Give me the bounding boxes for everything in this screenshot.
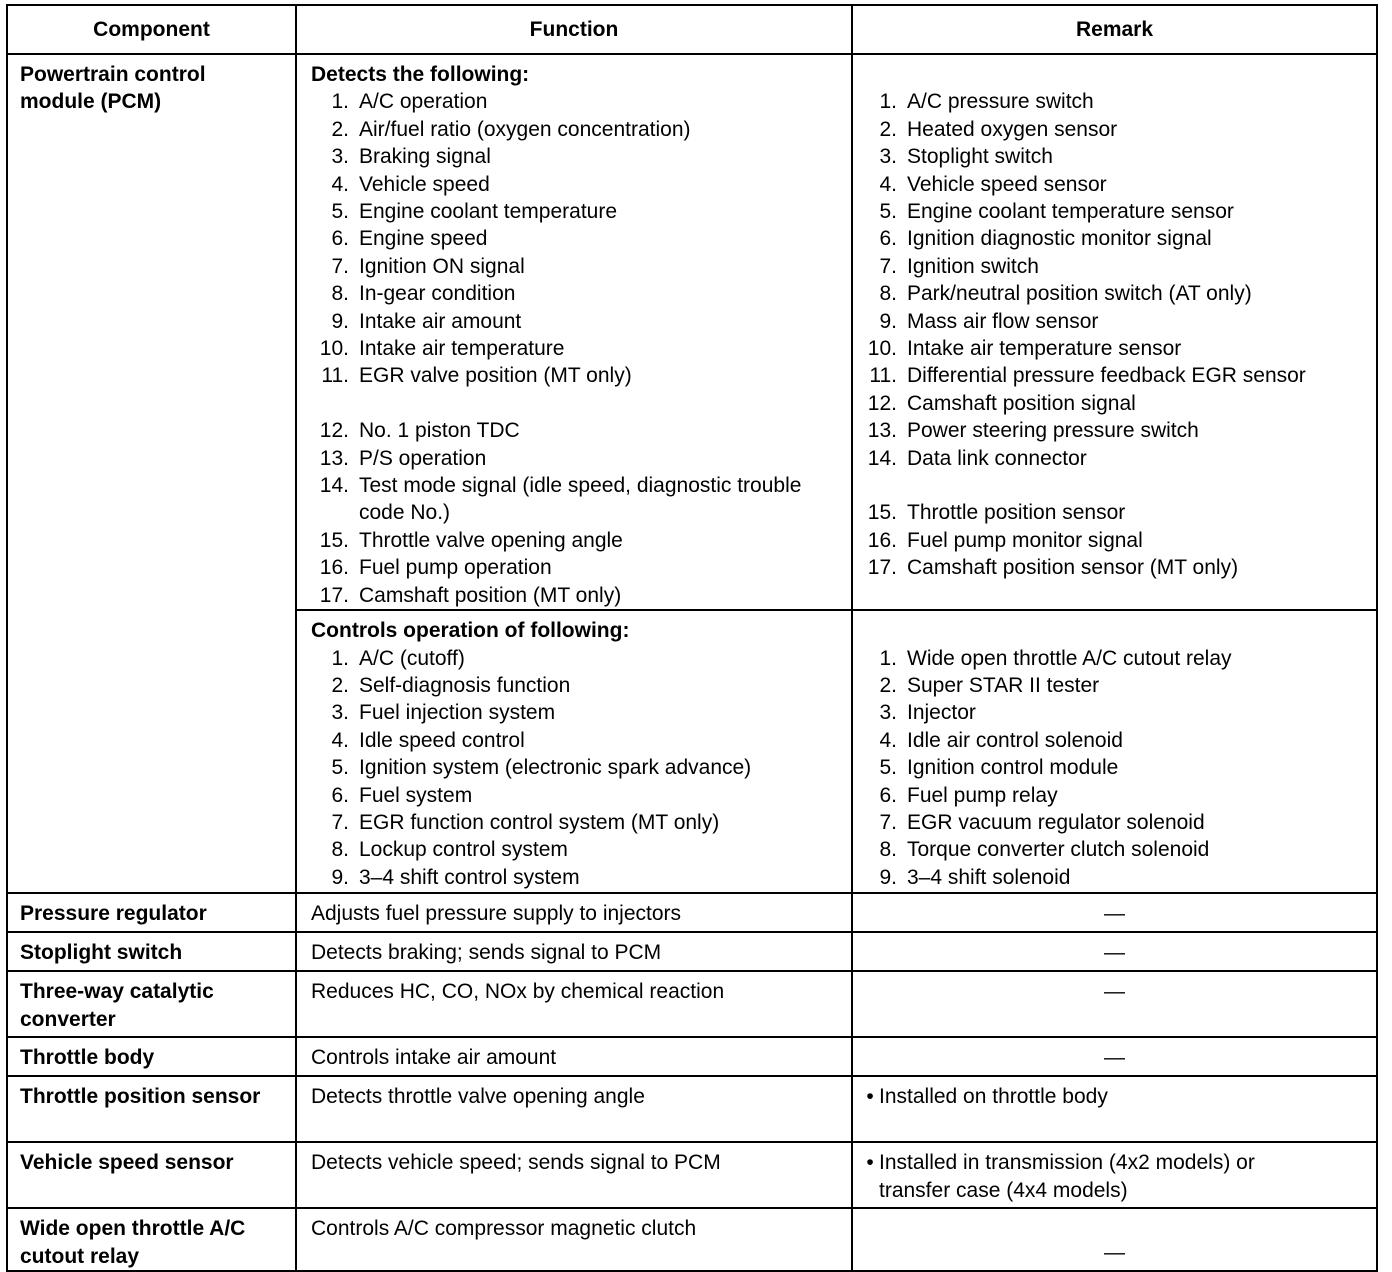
list-item — [861, 88, 1368, 115]
list-item-number: 3. — [879, 701, 897, 725]
list-item-text: Air/fuel ratio (oxygen concentration) — [359, 117, 691, 141]
list-item-text: Ignition control module — [907, 756, 1119, 780]
list-item — [861, 335, 1368, 362]
list-item — [861, 225, 1368, 252]
list-item — [861, 116, 1368, 143]
table-row — [7, 1142, 1377, 1208]
row-component: Three-way catalytic converter — [7, 971, 296, 1037]
list-item-number: 5. — [879, 756, 897, 780]
list-item-text: 3–4 shift solenoid — [907, 865, 1071, 889]
row-remark: — — [852, 932, 1377, 971]
list-item — [311, 527, 843, 554]
list-item — [311, 116, 843, 143]
list-item-number: 17. — [319, 583, 349, 607]
list-item-number: 3. — [879, 145, 897, 169]
list-item-number: 16. — [319, 556, 349, 580]
list-item-number: 6. — [331, 783, 349, 807]
list-item-number: 5. — [331, 756, 349, 780]
controls-remarks-list — [861, 645, 1368, 892]
pcm-component: Powertrain control module (PCM) — [7, 54, 296, 893]
list-item-number: 15. — [319, 528, 349, 552]
header-remark: Remark — [852, 5, 1377, 54]
list-item-text: Power steering pressure switch — [907, 419, 1199, 443]
list-item — [861, 417, 1368, 444]
list-item-number: 14. — [319, 474, 349, 498]
row-function: Detects braking; sends signal to PCM — [296, 932, 852, 971]
list-item-text: P/S operation — [359, 446, 487, 470]
list-item-number: 10. — [867, 337, 897, 361]
list-item — [311, 417, 843, 444]
list-item-number: 1. — [879, 646, 897, 670]
list-item-number: 5. — [331, 200, 349, 224]
list-item-number: 3. — [331, 145, 349, 169]
list-item — [861, 782, 1368, 809]
list-item — [861, 280, 1368, 307]
list-item — [861, 809, 1368, 836]
list-item-number: 9. — [879, 309, 897, 333]
detects-remarks-list — [861, 88, 1368, 581]
list-item — [861, 645, 1368, 672]
list-item-text: Vehicle speed — [359, 172, 490, 196]
list-item — [311, 280, 843, 307]
list-item-text: Fuel system — [359, 783, 473, 807]
row-function: Controls intake air amount — [296, 1037, 852, 1076]
list-item-text: Super STAR II tester — [907, 673, 1100, 697]
list-item-text: Camshaft position (MT only) — [359, 583, 622, 607]
list-item-text: Fuel injection system — [359, 701, 556, 725]
pcm-detects-cell — [296, 54, 852, 610]
header-function: Function — [296, 5, 852, 54]
list-item-text: Idle speed control — [359, 728, 525, 752]
list-item — [861, 836, 1368, 863]
list-item — [311, 472, 843, 527]
list-item-number: 8. — [331, 282, 349, 306]
list-item — [311, 253, 843, 280]
list-item-text: EGR valve position (MT only) — [359, 364, 632, 388]
list-item-number: 3. — [331, 701, 349, 725]
list-item-text: A/C (cutoff) — [359, 646, 465, 670]
list-item — [311, 727, 843, 754]
list-item-number: 6. — [331, 227, 349, 251]
table-row — [7, 893, 1377, 932]
row-function: Controls A/C compressor magnetic clutch — [296, 1208, 852, 1271]
list-item-text: Park/neutral position switch (AT only) — [907, 282, 1252, 306]
list-item — [861, 864, 1368, 891]
row-component: Throttle body — [7, 1037, 296, 1076]
list-item-text: Heated oxygen sensor — [907, 117, 1118, 141]
list-item-number: 14. — [867, 446, 897, 470]
table-row — [7, 971, 1377, 1037]
list-item — [861, 527, 1368, 554]
list-item-number: 16. — [867, 528, 897, 552]
list-item-text: Fuel pump relay — [907, 783, 1058, 807]
list-item-text: Engine coolant temperature sensor — [907, 200, 1234, 224]
row-function: Reduces HC, CO, NOx by chemical reaction — [296, 971, 852, 1037]
list-item — [861, 362, 1368, 389]
list-item — [311, 362, 843, 389]
detects-title: Detects the following: — [311, 63, 530, 86]
list-item — [861, 699, 1368, 726]
list-item — [861, 672, 1368, 699]
list-item-text: Throttle valve opening angle — [359, 528, 623, 552]
list-item — [861, 308, 1368, 335]
list-item-number: 7. — [879, 810, 897, 834]
list-item — [311, 809, 843, 836]
header-row — [7, 5, 1377, 54]
list-item-number: 2. — [331, 117, 349, 141]
list-item-number: 15. — [867, 501, 897, 525]
row-function: Detects throttle valve opening angle — [296, 1076, 852, 1142]
list-item-number: 2. — [879, 117, 897, 141]
controls-list — [311, 645, 843, 892]
list-item — [311, 582, 843, 609]
list-item — [311, 754, 843, 781]
list-item-text: Idle air control solenoid — [907, 728, 1123, 752]
list-item-text: No. 1 piston TDC — [359, 419, 520, 443]
list-item-number: 7. — [331, 810, 349, 834]
list-item-text: Ignition switch — [907, 254, 1039, 278]
list-item-text: A/C operation — [359, 90, 488, 114]
component-function-table — [6, 4, 1378, 1272]
list-item-text: Test mode signal (idle speed, diagnostic trouble code No.) — [359, 474, 802, 525]
list-item-text: Camshaft position signal — [907, 391, 1136, 415]
list-item-number: 8. — [879, 282, 897, 306]
list-item-text: Vehicle speed sensor — [907, 172, 1107, 196]
list-item — [311, 445, 843, 472]
list-item — [311, 308, 843, 335]
list-item-number: 6. — [879, 783, 897, 807]
list-item-number: 13. — [319, 446, 349, 470]
list-item — [861, 445, 1368, 472]
list-item-text: Intake air temperature sensor — [907, 337, 1182, 361]
list-item-number: 12. — [319, 419, 349, 443]
list-item-number: 8. — [879, 838, 897, 862]
list-item — [861, 253, 1368, 280]
detects-list — [311, 88, 843, 609]
list-item-text: Self-diagnosis function — [359, 673, 571, 697]
list-item-text: Braking signal — [359, 145, 491, 169]
list-item-text: Engine speed — [359, 227, 488, 251]
list-item — [861, 198, 1368, 225]
list-item-text: Lockup control system — [359, 838, 568, 862]
table-row — [7, 1208, 1377, 1271]
list-item-text: Fuel pump operation — [359, 556, 552, 580]
table-row — [7, 932, 1377, 971]
row-component: Wide open throttle A/C cutout relay — [7, 1208, 296, 1271]
bullet-icon: • — [866, 1151, 874, 1175]
list-item — [861, 499, 1368, 526]
list-item-number: 9. — [879, 865, 897, 889]
row-remark: — — [852, 1208, 1377, 1271]
list-item-number: 10. — [319, 337, 349, 361]
list-item-text: Stoplight switch — [907, 145, 1053, 169]
list-item — [311, 645, 843, 672]
pcm-controls-cell — [296, 610, 852, 893]
list-item — [311, 782, 843, 809]
list-item-text: Engine coolant temperature — [359, 200, 617, 224]
list-item-text: Camshaft position sensor (MT only) — [907, 556, 1239, 580]
list-item — [311, 88, 843, 115]
list-item-number: 4. — [331, 172, 349, 196]
list-item-number: 1. — [331, 646, 349, 670]
list-item-text: Injector — [907, 701, 976, 725]
list-item-text: Wide open throttle A/C cutout relay — [907, 646, 1232, 670]
list-item-number: 2. — [879, 673, 897, 697]
table-row — [7, 1076, 1377, 1142]
list-item-text: Ignition diagnostic monitor signal — [907, 227, 1212, 251]
list-item — [311, 143, 843, 170]
list-item-text: Ignition ON signal — [359, 254, 525, 278]
list-item-number: 1. — [879, 90, 897, 114]
pcm-detects-remarks-cell — [852, 54, 1377, 610]
list-item-number: 4. — [879, 172, 897, 196]
list-item-text: In-gear condition — [359, 282, 516, 306]
row-remark: — — [852, 1037, 1377, 1076]
list-item — [861, 727, 1368, 754]
list-item-number: 5. — [879, 200, 897, 224]
list-item — [311, 198, 843, 225]
list-item-text: Intake air amount — [359, 309, 522, 333]
pcm-controls-remarks-cell — [852, 610, 1377, 893]
list-item-number: 7. — [879, 254, 897, 278]
list-item-number: 6. — [879, 227, 897, 251]
list-item — [311, 836, 843, 863]
list-item-text: EGR vacuum regulator solenoid — [907, 810, 1205, 834]
list-item — [861, 171, 1368, 198]
row-remark: • Installed on throttle body — [852, 1076, 1377, 1142]
list-item-text: Differential pressure feedback EGR sensor — [907, 364, 1306, 388]
pcm-detects-row — [7, 54, 1377, 610]
list-item-number: 8. — [331, 838, 349, 862]
list-item-number: 2. — [331, 673, 349, 697]
list-item — [861, 554, 1368, 581]
list-item — [311, 672, 843, 699]
list-item — [311, 699, 843, 726]
row-component: Vehicle speed sensor — [7, 1142, 296, 1208]
row-component: Throttle position sensor — [7, 1076, 296, 1142]
list-item-number: 7. — [331, 254, 349, 278]
list-item — [311, 554, 843, 581]
list-item-number: 4. — [879, 728, 897, 752]
list-spacer — [311, 390, 843, 417]
list-item-number: 11. — [321, 364, 349, 388]
list-item-text: Data link connector — [907, 446, 1087, 470]
list-item-number: 17. — [867, 556, 897, 580]
list-item-text: Ignition system (electronic spark advance) — [359, 756, 752, 780]
row-remark: — — [852, 893, 1377, 932]
list-item-text: Intake air temperature — [359, 337, 565, 361]
list-item-text: Throttle position sensor — [907, 501, 1126, 525]
list-item-number: 11. — [869, 364, 897, 388]
list-item-number: 9. — [331, 865, 349, 889]
row-remark: — — [852, 971, 1377, 1037]
controls-title: Controls operation of following: — [311, 619, 630, 643]
list-item — [861, 754, 1368, 781]
row-function: Adjusts fuel pressure supply to injectors — [296, 893, 852, 932]
list-item — [311, 864, 843, 891]
list-item-text: A/C pressure switch — [907, 90, 1094, 114]
list-item — [311, 335, 843, 362]
row-remark: • Installed in transmission (4x2 models) or transfer case (4x4 models) — [852, 1142, 1377, 1208]
list-item-number: 1. — [331, 90, 349, 114]
row-component: Stoplight switch — [7, 932, 296, 971]
list-item-text: Torque converter clutch solenoid — [907, 838, 1210, 862]
bullet-icon: • — [866, 1085, 874, 1109]
row-function: Detects vehicle speed; sends signal to PCM — [296, 1142, 852, 1208]
list-spacer — [861, 472, 1368, 499]
list-item-text: Fuel pump monitor signal — [907, 528, 1143, 552]
list-item — [861, 143, 1368, 170]
list-item-number: 13. — [867, 419, 897, 443]
row-component: Pressure regulator — [7, 893, 296, 932]
list-item-text: 3–4 shift control system — [359, 865, 580, 889]
list-item-text: EGR function control system (MT only) — [359, 810, 720, 834]
list-item-number: 4. — [331, 728, 349, 752]
header-component: Component — [7, 5, 296, 54]
list-item-text: Mass air flow sensor — [907, 309, 1099, 333]
table-row — [7, 1037, 1377, 1076]
list-item — [861, 390, 1368, 417]
list-item — [311, 171, 843, 198]
list-item-number: 12. — [867, 391, 897, 415]
list-item-number: 9. — [331, 309, 349, 333]
list-item — [311, 225, 843, 252]
